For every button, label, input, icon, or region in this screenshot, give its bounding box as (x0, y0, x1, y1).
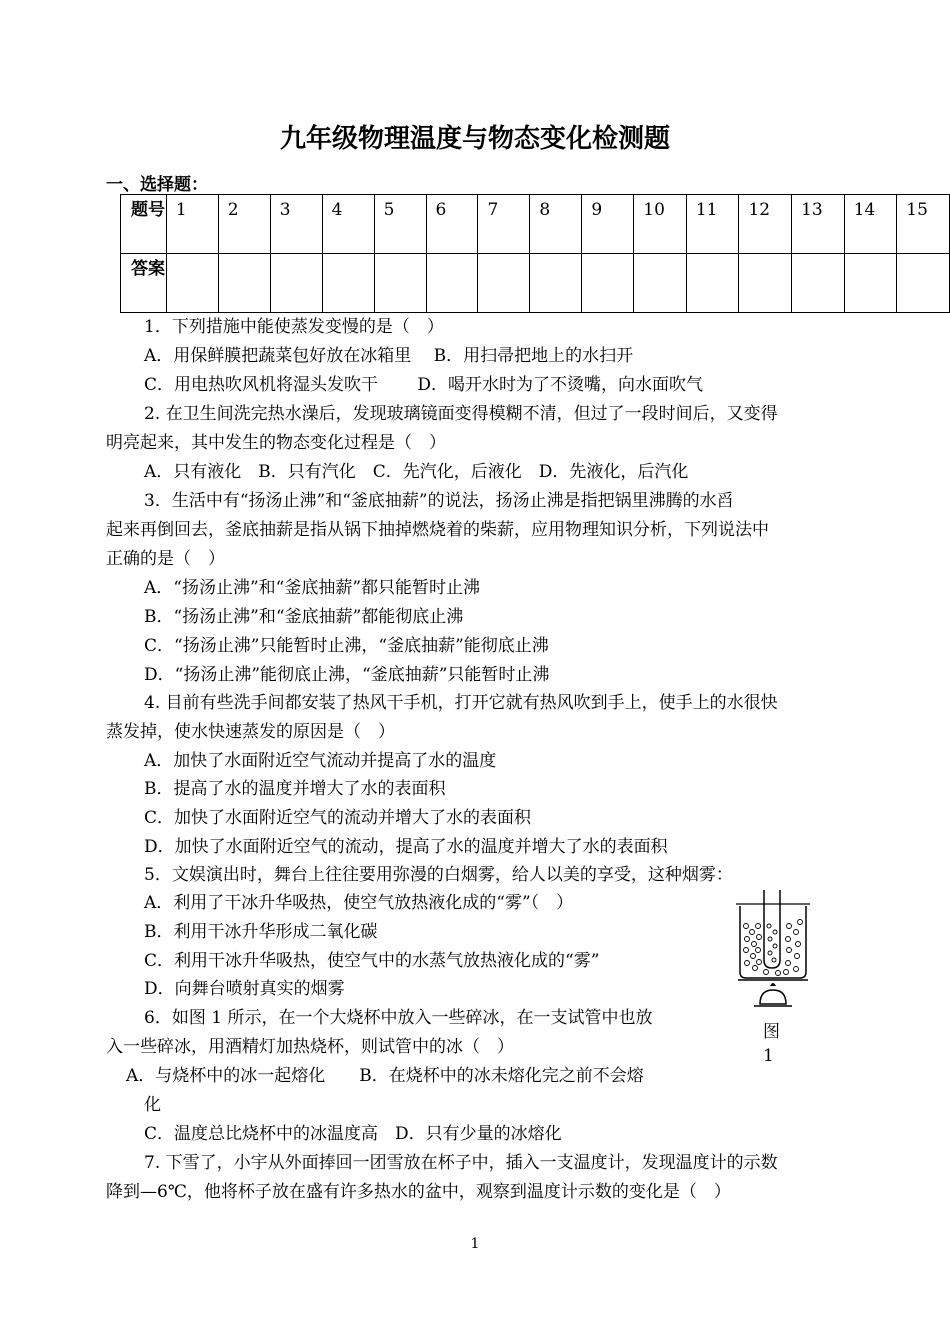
answer-cell[interactable] (582, 254, 634, 313)
question-4-stem: 4. 目前有些洗手间都安装了热风干手机，打开它就有热风吹到手上，使手上的水很快 (144, 693, 778, 713)
answer-cell[interactable] (897, 254, 950, 313)
question-2-stem-cont: 明亮起来，其中发生的物态变化过程是（ ） (106, 433, 446, 453)
question-1-options-cd: C．用电热吹风机将湿头发吹干 D．喝开水时为了不烫嘴，向水面吹气 (144, 375, 704, 395)
question-3-stem-cont: 起来再倒回去，釜底抽薪是指从锅下抽掉燃烧着的柴薪，应用物理知识分析，下列说法中 (106, 520, 769, 540)
question-number-cell: 7 (478, 195, 530, 254)
answer-cell[interactable] (322, 254, 374, 313)
question-5-stem: 5．文娱演出时，舞台上往往要用弥漫的白烟雾，给人以美的享受，这种烟雾： (144, 865, 733, 885)
question-1-options-ab: A．用保鲜膜把蔬菜包好放在冰箱里 B．用扫帚把地上的水扫开 (144, 346, 634, 366)
answer-cell[interactable] (686, 254, 739, 313)
answer-cell[interactable] (478, 254, 530, 313)
question-3-stem: 3．生活中有“扬汤止沸”和“釜底抽薪”的说法，扬汤止沸是指把锅里沸腾的水舀 (144, 491, 734, 511)
question-number-cell: 11 (686, 195, 739, 254)
question-2-stem: 2. 在卫生间洗完热水澡后，发现玻璃镜面变得模糊不清，但过了一段时间后，又变得 (144, 404, 778, 424)
question-number-cell: 2 (218, 195, 270, 254)
question-4-option-d: D．加快了水面附近空气的流动，提高了水的温度并增大了水的表面积 (144, 837, 668, 857)
section-heading: 一、选择题： (106, 175, 208, 195)
question-6-stem: 6．如图 1 所示，在一个大烧杯中放入一些碎冰，在一支试管中也放 (144, 1008, 653, 1028)
question-number-cell: 1 (166, 195, 218, 254)
question-1-stem: 1．下列措施中能使蒸发变慢的是（ ） (144, 317, 444, 337)
question-5-option-c: C．利用干冰升华吸热，使空气中的水蒸气放热液化成的“雾” (144, 951, 600, 971)
question-number-cell: 4 (322, 195, 374, 254)
question-5-option-d: D．向舞台喷射真实的烟雾 (144, 979, 345, 999)
question-number-cell: 9 (582, 195, 634, 254)
answer-cell[interactable] (270, 254, 322, 313)
question-number-cell: 13 (792, 195, 845, 254)
test-tube-outline (764, 890, 780, 968)
question-6-option-b-cont: 化 (144, 1095, 161, 1115)
question-7-stem-cont: 降到—6℃，他将杯子放在盛有许多热水的盆中，观察到温度计示数的变化是（ ） (106, 1182, 731, 1202)
question-number-cell: 6 (426, 195, 478, 254)
answer-cell[interactable] (166, 254, 218, 313)
table-row (121, 254, 950, 313)
table-row (121, 195, 950, 254)
alcohol-lamp (760, 990, 786, 1004)
question-4-option-c: C．加快了水面附近空气的流动并增大了水的表面积 (144, 808, 532, 828)
question-3-stem-cont: 正确的是（ ） (106, 549, 225, 569)
figure-caption: 图1 (763, 1022, 780, 1066)
question-6-options-ab: A．与烧杯中的冰一起熔化 B．在烧杯中的冰未熔化完之前不会熔 (126, 1066, 644, 1086)
question-7-stem: 7. 下雪了，小宇从外面捧回一团雪放在杯子中，插入一支温度计，发现温度计的示数 (144, 1153, 778, 1173)
table-header-cell: 题号 (121, 195, 167, 254)
question-3-option-d: D．“扬汤止沸”能彻底止沸，“釜底抽薪”只能暂时止沸 (144, 665, 550, 685)
question-2-options: A．只有液化 B．只有汽化 C．先汽化，后液化 D．先液化，后汽化 (144, 462, 689, 482)
question-number-cell: 12 (739, 195, 792, 254)
answer-cell[interactable] (218, 254, 270, 313)
answer-cell[interactable] (426, 254, 478, 313)
crushed-ice (744, 920, 803, 976)
answer-table (120, 194, 950, 313)
answer-cell[interactable] (792, 254, 845, 313)
question-number-cell: 14 (844, 195, 897, 254)
answer-cell[interactable] (530, 254, 582, 313)
answer-cell[interactable] (739, 254, 792, 313)
question-5-option-b: B．利用干冰升华形成二氧化碳 (144, 922, 378, 942)
question-5-option-a: A．利用了干冰升华吸热，使空气放热液化成的“雾”（ ） (144, 893, 574, 913)
question-3-option-b: B．“扬汤止沸”和“釜底抽薪”都能彻底止沸 (144, 607, 464, 627)
page-number: 1 (470, 1236, 480, 1252)
page-title: 九年级物理温度与物态变化检测题 (279, 124, 670, 154)
question-4-stem-cont: 蒸发掉，使水快速蒸发的原因是（ ） (106, 722, 395, 742)
question-4-option-a: A．加快了水面附近空气流动并提高了水的温度 (144, 751, 497, 771)
question-3-option-a: A．“扬汤止沸”和“釜底抽薪”都只能暂时止沸 (144, 578, 481, 598)
question-number-cell: 5 (374, 195, 426, 254)
question-number-cell: 10 (634, 195, 687, 254)
question-6-options-cd: C．温度总比烧杯中的冰温度高 D．只有少量的冰熔化 (144, 1124, 562, 1144)
question-4-option-b: B．提高了水的温度并增大了水的表面积 (144, 779, 446, 799)
question-number-cell: 3 (270, 195, 322, 254)
question-6-stem-cont: 入一些碎冰，用酒精灯加热烧杯，则试管中的冰（ ） (106, 1037, 514, 1057)
lamp-flame (770, 983, 776, 986)
answer-cell[interactable] (634, 254, 687, 313)
table-header-cell: 答案 (121, 254, 167, 313)
beaker-heating-figure (734, 886, 814, 1016)
question-3-option-c: C．“扬汤止沸”只能暂时止沸，“釜底抽薪”能彻底止沸 (144, 636, 549, 656)
answer-cell[interactable] (844, 254, 897, 313)
question-number-cell: 15 (897, 195, 950, 254)
answer-cell[interactable] (374, 254, 426, 313)
question-number-cell: 8 (530, 195, 582, 254)
